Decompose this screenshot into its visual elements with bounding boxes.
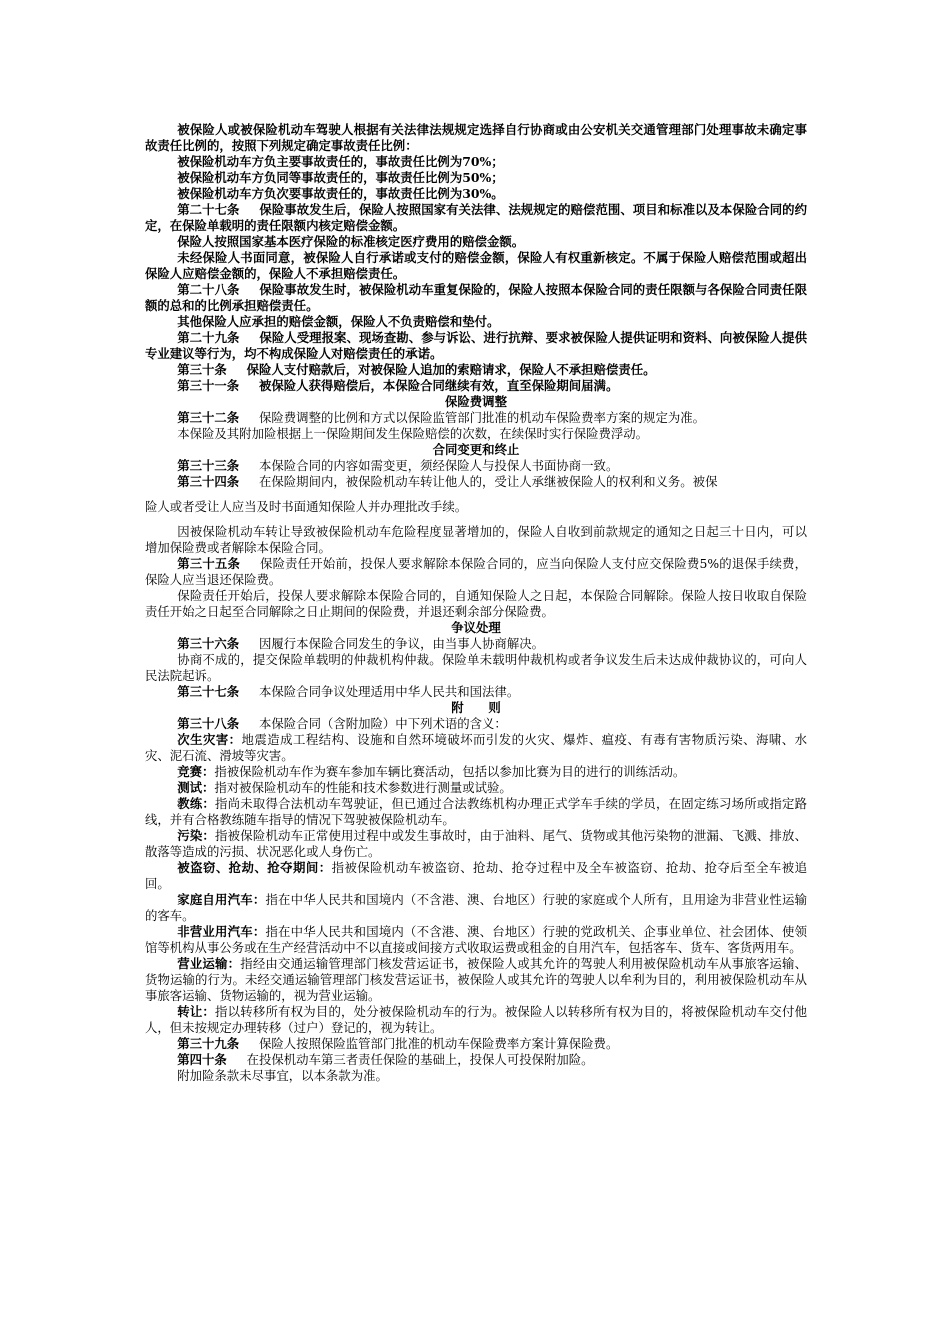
paragraph-text: 保险事故发生后，保险人按照国家有关法律、法规规定的赔偿范围、项目和标准以及本保险合同的约定，在保险单载明的责任限额内核定赔偿金额。 (145, 202, 808, 233)
paragraph-text: 本保险合同的内容如需变更，须经保险人与投保人书面协商一致。 (259, 458, 619, 473)
article-paragraph (145, 1052, 807, 1068)
defined-term: 污染： (177, 828, 216, 843)
article-paragraph (145, 282, 807, 314)
body-paragraph (145, 499, 807, 515)
article-paragraph (145, 474, 807, 490)
paragraph-text: 指以转移所有权为目的，处分被保险机动车的行为。被保险人以转移所有权为目的，将被保险机动车交付他人，但未按规定办理转移（过户）登记的，视为转让。 (145, 1004, 808, 1035)
paragraph-text: 被保险人或被保险机动车驾驶人根据有关法律法规规定选择自行协商或由公安机关交通管理部门处理事故未确定事故责任比例的，按照下列规定确定事故责任比例： (145, 122, 807, 153)
paragraph-text: 保险人按照保险监管部门批准的机动车保险费率方案计算保险费。 (259, 1036, 619, 1051)
defined-term: 次生灾害： (177, 732, 242, 747)
paragraph-text: 被保险机动车方负次要事故责任的，事故责任比例为30%。 (177, 186, 504, 201)
section-heading: 争议处理 (451, 620, 501, 635)
document-body (145, 122, 807, 1084)
paragraph-text: 本保险合同争议处理适用中华人民共和国法律。 (259, 684, 520, 699)
body-paragraph (145, 1068, 807, 1084)
body-paragraph (145, 186, 807, 202)
article-paragraph (145, 684, 807, 700)
article-paragraph (145, 556, 807, 588)
body-paragraph (145, 234, 807, 250)
body-paragraph (145, 170, 807, 186)
defined-term: 被盗窃、抢劫、抢夺期间： (177, 860, 332, 875)
definition-paragraph (145, 1004, 807, 1036)
article-number: 第三十条 (177, 362, 227, 377)
paragraph-text: 协商不成的，提交保险单载明的仲裁机构仲裁。保险单未载明仲裁机构或者争议发生后未达成仲裁协议的，可向人民法院起诉。 (145, 652, 807, 683)
article-paragraph (145, 716, 807, 732)
paragraph-text: 险人或者受让人应当及时书面通知保险人并办理批改手续。 (145, 499, 468, 514)
paragraph-text: 保险人按照国家基本医疗保险的标准核定医疗费用的赔偿金额。 (177, 234, 525, 249)
body-paragraph (145, 524, 807, 556)
article-number: 第三十九条 (177, 1036, 240, 1051)
paragraph-text: 指在中华人民共和国境内（不含港、澳、台地区）行驶的家庭或个人所有，且用途为非营业性运输的客车。 (145, 892, 808, 923)
paragraph-text: 被保险机动车方负同等事故责任的，事故责任比例为50%； (177, 170, 504, 185)
paragraph-text: 在投保机动车第三者责任保险的基础上，投保人可投保附加险。 (246, 1052, 594, 1067)
paragraph-text: 在保险期间内，被保险机动车转让他人的，受让人承继被保险人的权利和义务。被保 (259, 474, 718, 489)
article-number: 第二十九条 (177, 330, 240, 345)
body-paragraph (145, 314, 807, 330)
article-number: 第三十二条 (177, 410, 240, 425)
paragraph-text: 保险事故发生时，被保险机动车重复保险的，保险人按照本保险合同的责任限额与各保险合同责任限额的总和的比例承担赔偿责任。 (145, 282, 808, 313)
article-paragraph (145, 636, 807, 652)
article-number: 第三十八条 (177, 716, 240, 731)
paragraph-text: 被保险人获得赔偿后，本保险合同继续有效，直至保险期间届满。 (259, 378, 619, 393)
body-paragraph (145, 652, 807, 684)
paragraph-text: 被保险机动车方负主要事故责任的，事故责任比例为70%； (177, 154, 504, 169)
body-paragraph (145, 154, 807, 170)
defined-term: 非营业用汽车： (177, 924, 266, 939)
paragraph-text: 指经由交通运输管理部门核发营运证书，被保险人或其允许的驾驶人利用被保险机动车从事旅客运输、货物运输的行为。未经交通运输管理部门核发营运证书，被保险人或其允许的驾驶人以牟利为目的，利用被保险机动车从事旅客运输、货物运输的，视为营业运输。 (145, 956, 808, 1003)
paragraph-text: 指在中华人民共和国境内（不含港、澳、台地区）行驶的党政机关、企事业单位、社会团体、使领馆等机构从事公务或在生产经营活动中不以直接或间接方式收取运费或租金的自用汽车，包括客车、货车、客货两用车。 (145, 924, 808, 955)
paragraph-text: 地震造成工程结构、设施和自然环境破坏而引发的火灾、爆炸、瘟疫、有毒有害物质污染、海啸、水灾、泥石流、滑坡等灾害。 (145, 732, 808, 763)
section-heading: 附 则 (451, 700, 501, 715)
paragraph-text: 保险费调整的比例和方式以保险监管部门批准的机动车保险费率方案的规定为准。 (259, 410, 706, 425)
defined-term: 教练： (177, 796, 216, 811)
article-number: 第三十四条 (177, 474, 240, 489)
article-paragraph (145, 458, 807, 474)
paragraph-text: 指被保险机动车被盗窃、抢劫、抢夺过程中及全车被盗窃、抢劫、抢夺后至全车被追回。 (145, 860, 807, 891)
paragraph-text: 未经保险人书面同意，被保险人自行承诺或支付的赔偿金额，保险人有权重新核定。不属于保险人赔偿范围或超出保险人应赔偿金额的，保险人不承担赔偿责任。 (145, 250, 807, 281)
section-heading: 保险费调整 (445, 394, 507, 409)
article-number: 第二十八条 (177, 282, 240, 297)
paragraph-text: 指被保险机动车正常使用过程中或发生事故时，由于油料、尾气、货物或其他污染物的泄漏、飞溅、排放、散落等造成的污损、状况恶化或人身伤亡。 (145, 828, 808, 859)
paragraph-text: 因履行本保险合同发生的争议，由当事人协商解决。 (259, 636, 544, 651)
article-paragraph (145, 362, 807, 378)
definition-paragraph (145, 956, 807, 1004)
paragraph-text: 本保险及其附加险根据上一保险期间发生保险赔偿的次数，在续保时实行保险费浮动。 (177, 426, 649, 441)
paragraph-text: 本保险合同（含附加险）中下列术语的含义： (259, 716, 507, 731)
body-paragraph (145, 250, 807, 282)
paragraph-text: 保险人受理报案、现场查勘、参与诉讼、进行抗辩、要求被保险人提供证明和资料、向被保险人提供专业建议等行为，均不构成保险人对赔偿责任的承诺。 (145, 330, 808, 361)
paragraph-text: 保险责任开始前，投保人要求解除本保险合同的，应当向保险人支付应交保险费5%的退保手续费，保险人应当退还保险费。 (145, 556, 808, 587)
defined-term: 测试： (177, 780, 215, 795)
definition-paragraph (145, 796, 807, 828)
paragraph-text: 指被保险机动车作为赛车参加车辆比赛活动，包括以参加比赛为目的进行的训练活动。 (214, 764, 686, 779)
defined-term: 竞赛： (177, 764, 215, 779)
article-number: 第三十一条 (177, 378, 240, 393)
defined-term: 家庭自用汽车： (177, 892, 266, 907)
defined-term: 转让： (177, 1004, 216, 1019)
article-number: 第三十三条 (177, 458, 240, 473)
definition-paragraph (145, 780, 807, 796)
article-number: 第二十七条 (177, 202, 240, 217)
article-paragraph (145, 1036, 807, 1052)
article-number: 第四十条 (177, 1052, 227, 1067)
definition-paragraph (145, 892, 807, 924)
paragraph-text: 保险责任开始后，投保人要求解除本保险合同的，自通知保险人之日起，本保险合同解除。保险人按日收取自保险责任开始之日起至合同解除之日止期间的保险费，并退还剩余部分保险费。 (145, 588, 807, 619)
paragraph-text: 指尚未取得合法机动车驾驶证，但已通过合法教练机构办理正式学车手续的学员，在固定练习场所或指定路线，并有合格教练随车指导的情况下驾驶被保险机动车。 (145, 796, 808, 827)
article-number: 第三十六条 (177, 636, 240, 651)
paragraph-text: 保险人支付赔款后，对被保险人追加的索赔请求，保险人不承担赔偿责任。 (246, 362, 656, 377)
definition-paragraph (145, 828, 807, 860)
definition-paragraph (145, 732, 807, 764)
definition-paragraph (145, 860, 807, 892)
article-paragraph (145, 202, 807, 234)
body-paragraph (145, 588, 807, 620)
article-paragraph (145, 410, 807, 426)
paragraph-text: 其他保险人应承担的赔偿金额，保险人不负责赔偿和垫付。 (177, 314, 500, 329)
article-paragraph (145, 330, 807, 362)
defined-term: 营业运输： (177, 956, 241, 971)
section-heading: 合同变更和终止 (432, 442, 520, 457)
article-number: 第三十五条 (177, 556, 241, 571)
body-paragraph (145, 122, 807, 154)
paragraph-text: 指对被保险机动车的性能和技术参数进行测量或试验。 (214, 780, 512, 795)
article-number: 第三十七条 (177, 684, 240, 699)
body-paragraph (145, 426, 807, 442)
definition-paragraph (145, 764, 807, 780)
paragraph-text: 因被保险机动车转让导致被保险机动车危险程度显著增加的，保险人自收到前款规定的通知之日起三十日内，可以增加保险费或者解除本保险合同。 (145, 524, 807, 555)
article-paragraph (145, 378, 807, 394)
paragraph-text: 附加险条款未尽事宜，以本条款为准。 (177, 1068, 388, 1083)
definition-paragraph (145, 924, 807, 956)
